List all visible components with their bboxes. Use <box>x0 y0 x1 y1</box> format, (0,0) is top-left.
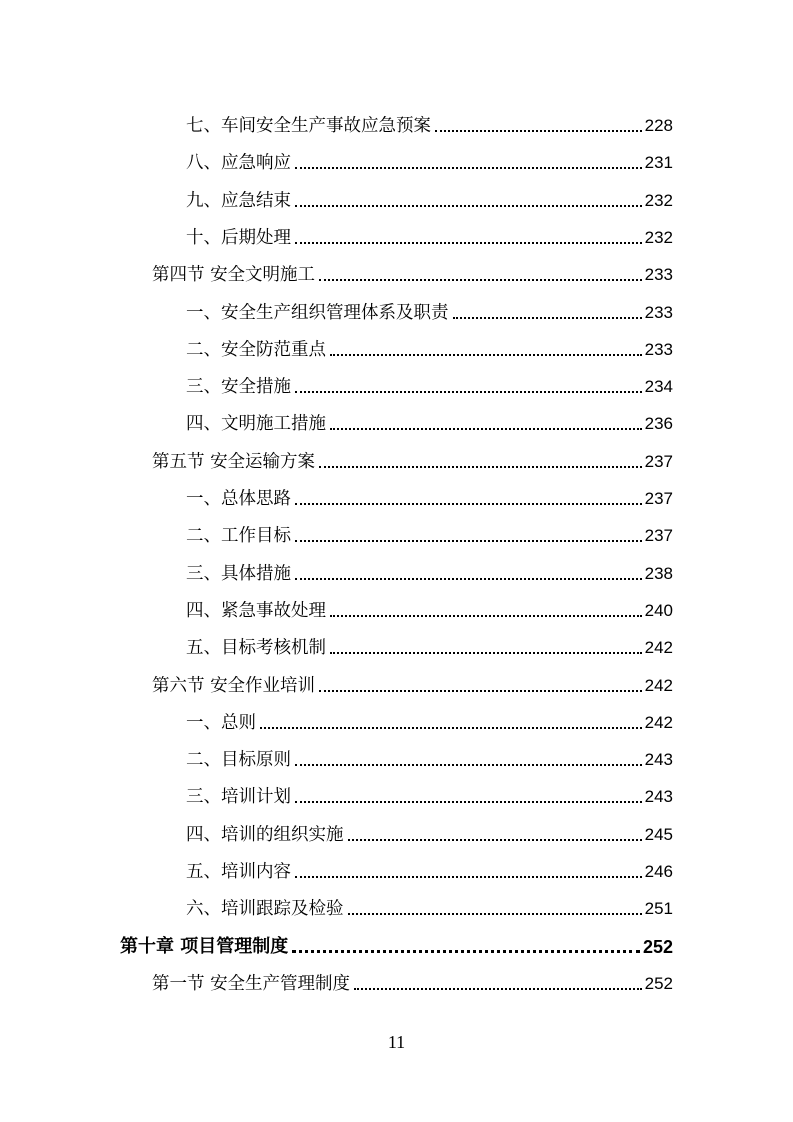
toc-dot-leader <box>295 764 642 766</box>
toc-entry-page: 232 <box>644 227 673 247</box>
toc-dot-leader <box>354 988 642 990</box>
toc-entry-page: 252 <box>644 973 673 993</box>
toc-entry[interactable] <box>186 585 673 622</box>
toc-entry-title: 四、紧急事故处理 <box>186 600 326 621</box>
toc-entry-page: 246 <box>644 862 673 881</box>
toc-entry[interactable] <box>186 287 673 324</box>
toc-entry-title: 三、具体措施 <box>186 563 291 584</box>
toc-dot-leader <box>295 167 642 169</box>
toc-dot-leader <box>295 540 642 542</box>
toc-entry[interactable] <box>186 137 673 174</box>
toc-entry-title: 二、目标原则 <box>186 750 291 771</box>
toc-entry-page: 252 <box>642 936 673 957</box>
toc-entry-title: 一、总则 <box>186 712 256 733</box>
toc-dot-leader <box>295 205 642 207</box>
toc-entry[interactable] <box>186 324 673 361</box>
toc-entry-page: 237 <box>644 451 673 471</box>
toc-entry-title: 六、培训跟踪及检验 <box>186 899 344 920</box>
toc-entry[interactable] <box>186 473 673 510</box>
toc-entry-page: 232 <box>644 190 673 210</box>
page-number: 11 <box>387 1032 406 1052</box>
toc-entry[interactable] <box>186 734 673 771</box>
toc-entry[interactable] <box>186 809 673 846</box>
toc-dot-leader <box>295 578 642 580</box>
toc-entry-title: 三、培训计划 <box>186 787 291 808</box>
toc-dot-leader <box>295 503 642 505</box>
toc-entry-page: 228 <box>644 116 673 135</box>
toc-dot-leader <box>319 466 642 468</box>
toc-entry[interactable] <box>152 660 673 697</box>
toc-entry-title: 第十章 项目管理制度 <box>120 935 289 957</box>
toc-entry-title: 八、应急响应 <box>186 153 291 174</box>
toc-entry-title: 七、车间安全生产事故应急预案 <box>186 116 431 136</box>
toc-entry[interactable] <box>186 697 673 734</box>
toc-entry[interactable] <box>152 958 673 995</box>
toc-entry-page: 240 <box>644 600 673 620</box>
toc-dot-leader <box>348 913 642 915</box>
toc-entry-title: 四、培训的组织实施 <box>186 824 344 845</box>
toc-entry[interactable] <box>186 398 673 435</box>
toc-entry-title: 十、后期处理 <box>186 227 291 248</box>
toc-dot-leader <box>330 428 642 430</box>
toc-entry-page: 231 <box>644 153 673 173</box>
toc-entry-title: 一、安全生产组织管理体系及职责 <box>186 302 449 323</box>
toc-dot-leader <box>319 690 642 692</box>
toc-entry-page: 242 <box>644 675 673 695</box>
toc-dot-leader <box>295 242 642 244</box>
toc-dot-leader <box>330 354 642 356</box>
toc-entry[interactable] <box>186 622 673 659</box>
toc-entry[interactable] <box>186 846 673 883</box>
toc-entry[interactable] <box>186 212 673 249</box>
toc-entry-page: 242 <box>644 712 673 732</box>
toc-entry-title: 九、应急结束 <box>186 190 291 211</box>
toc-entry-title: 五、培训内容 <box>186 862 291 882</box>
toc-entry-page: 234 <box>644 377 673 397</box>
toc-dot-leader <box>295 801 642 803</box>
toc-entry[interactable] <box>152 436 673 473</box>
toc-entry[interactable] <box>186 510 673 547</box>
toc-entry-title: 五、目标考核机制 <box>186 638 326 659</box>
toc-entry[interactable] <box>186 548 673 585</box>
toc-entry[interactable] <box>186 883 673 920</box>
toc-dot-leader <box>319 279 642 281</box>
toc-entry-page: 233 <box>644 302 673 322</box>
toc-entry-title: 二、工作目标 <box>186 526 291 547</box>
toc-entry-title: 一、总体思路 <box>186 489 291 509</box>
toc-entry[interactable] <box>186 771 673 808</box>
toc-entry[interactable] <box>152 249 673 286</box>
toc-entry-title: 第五节 安全运输方案 <box>152 451 316 472</box>
toc-dot-leader <box>260 727 642 729</box>
toc-dot-leader <box>292 950 640 953</box>
toc-entry-title: 第六节 安全作业培训 <box>152 675 316 696</box>
toc-dot-leader <box>330 615 642 617</box>
toc-entry-page: 245 <box>644 824 673 844</box>
toc-entry-title: 第四节 安全文明施工 <box>152 265 316 286</box>
toc-entry-page: 243 <box>644 750 673 770</box>
toc-dot-leader <box>348 839 642 841</box>
toc-dot-leader <box>295 391 642 393</box>
toc-entry-page: 242 <box>644 638 673 658</box>
toc-entry-page: 237 <box>644 526 673 546</box>
toc-entry-page: 233 <box>644 339 673 359</box>
toc-entry-page: 233 <box>644 265 673 285</box>
toc-dot-leader <box>330 652 642 654</box>
toc-entry-title: 四、文明施工措施 <box>186 414 326 435</box>
toc-entry-page: 236 <box>644 414 673 434</box>
toc-dot-leader <box>435 130 642 132</box>
toc-dot-leader <box>453 317 642 319</box>
toc-entry-title: 三、安全措施 <box>186 377 291 398</box>
toc-entry[interactable] <box>186 175 673 212</box>
toc-entry[interactable] <box>120 921 673 958</box>
toc-entry-page: 238 <box>644 563 673 583</box>
toc-entry[interactable] <box>186 100 673 137</box>
toc-entry[interactable] <box>186 361 673 398</box>
toc-entry-page: 251 <box>644 899 673 919</box>
toc-entry-page: 243 <box>644 787 673 807</box>
toc-entry-page: 237 <box>644 489 673 508</box>
toc-entry-title: 二、安全防范重点 <box>186 339 326 360</box>
toc-entry-title: 第一节 安全生产管理制度 <box>152 973 351 994</box>
toc-dot-leader <box>295 876 642 878</box>
